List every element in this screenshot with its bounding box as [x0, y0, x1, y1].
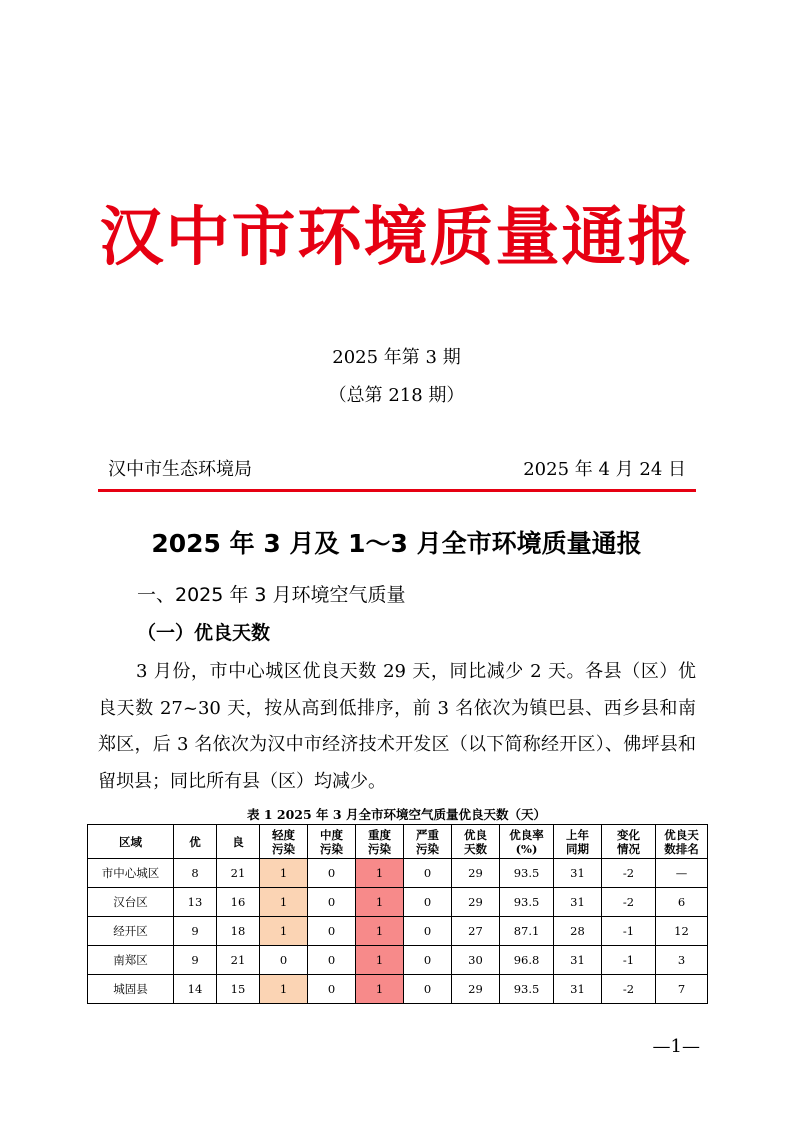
table-cell: 29 [452, 888, 500, 917]
table-cell: 29 [452, 859, 500, 888]
table-cell: 市中心城区 [88, 859, 174, 888]
table-cell: 城固县 [88, 975, 174, 1004]
table-header-cell: 中度 污染 [308, 825, 356, 859]
table-cell: 29 [452, 975, 500, 1004]
table-cell: 8 [174, 859, 217, 888]
red-divider [98, 489, 696, 492]
page-number: —1— [652, 1036, 700, 1057]
table-cell: 93.5 [500, 888, 554, 917]
table-cell: -2 [602, 975, 656, 1004]
table-cell: 0 [404, 975, 452, 1004]
table-header-cell: 优良天 数排名 [656, 825, 708, 859]
table-cell: 28 [554, 917, 602, 946]
subsection-heading: （一）优良天数 [137, 622, 271, 644]
table-cell: 21 [217, 859, 260, 888]
issue-date: 2025 年 4 月 24 日 [523, 459, 686, 480]
table-header-cell: 优良 天数 [452, 825, 500, 859]
masthead-title: 汉中市环境质量通报 [99, 201, 694, 275]
table-row [88, 859, 708, 888]
table-cell: 96.8 [500, 946, 554, 975]
table-cell: 9 [174, 917, 217, 946]
table-cell: 1 [356, 975, 404, 1004]
table-cell: 0 [308, 975, 356, 1004]
table-header-cell: 重度 污染 [356, 825, 404, 859]
table-cell: 0 [260, 946, 308, 975]
table-cell: 15 [217, 975, 260, 1004]
table-cell: 9 [174, 946, 217, 975]
table-cell: 经开区 [88, 917, 174, 946]
table-cell: 1 [356, 917, 404, 946]
table-cell: 16 [217, 888, 260, 917]
table-caption: 表 1 2025 年 3 月全市环境空气质量优良天数（天） [247, 807, 546, 822]
table-cell: 14 [174, 975, 217, 1004]
table-cell: 93.5 [500, 975, 554, 1004]
table-cell: 0 [308, 888, 356, 917]
table-cell: 3 [656, 946, 708, 975]
table-cell: — [656, 859, 708, 888]
table-cell: 27 [452, 917, 500, 946]
table-header-row [88, 825, 708, 859]
table-body [88, 859, 708, 1004]
table-cell: 南郑区 [88, 946, 174, 975]
table-cell: 0 [404, 946, 452, 975]
document-title: 2025 年 3 月及 1～3 月全市环境质量通报 [151, 529, 642, 558]
issue-total-number: （总第 218 期） [328, 385, 465, 406]
body-paragraph: 3 月份，市中心城区优良天数 29 天，同比减少 2 天。各县（区）优良天数 27~30 天，按从高到低排序，前 3 名依次为镇巴县、西乡县和南郑区，后 3 名依次为汉中市经济技术开发区（以下简称经开区）、佛坪县和留坝县；同比所有县（区）均减少。 [98, 661, 696, 792]
table-cell: 18 [217, 917, 260, 946]
issue-number: 2025 年第 3 期 [332, 347, 461, 368]
table-cell: 13 [174, 888, 217, 917]
table-header-cell: 优 [174, 825, 217, 859]
issuer-name: 汉中市生态环境局 [108, 459, 252, 480]
table-cell: 31 [554, 975, 602, 1004]
table-cell: -2 [602, 859, 656, 888]
table-cell: -1 [602, 946, 656, 975]
table-cell: 1 [356, 888, 404, 917]
table-cell: 1 [356, 859, 404, 888]
table-row [88, 946, 708, 975]
table-header-cell: 轻度 污染 [260, 825, 308, 859]
table-cell: 93.5 [500, 859, 554, 888]
table-cell: 汉台区 [88, 888, 174, 917]
table-cell: 12 [656, 917, 708, 946]
table-cell: 1 [260, 917, 308, 946]
table-cell: 31 [554, 859, 602, 888]
table-cell: 1 [260, 975, 308, 1004]
table-header-cell: 区域 [88, 825, 174, 859]
issuer-row [108, 455, 686, 483]
table-cell: -2 [602, 888, 656, 917]
table-cell: 21 [217, 946, 260, 975]
table-row [88, 917, 708, 946]
section-heading: 一、2025 年 3 月环境空气质量 [137, 584, 406, 606]
table-cell: 7 [656, 975, 708, 1004]
table-header-cell: 严重 污染 [404, 825, 452, 859]
table-row [88, 888, 708, 917]
table-header-cell: 变化 情况 [602, 825, 656, 859]
table-row [88, 975, 708, 1004]
table-header-cell: 良 [217, 825, 260, 859]
table-header-cell: 上年 同期 [554, 825, 602, 859]
table-cell: 87.1 [500, 917, 554, 946]
table-cell: 1 [260, 859, 308, 888]
table-cell: -1 [602, 917, 656, 946]
air-quality-table [87, 824, 708, 1004]
table-cell: 1 [356, 946, 404, 975]
table-cell: 0 [308, 917, 356, 946]
table-header-cell: 优良率 (%) [500, 825, 554, 859]
table-cell: 0 [308, 946, 356, 975]
table-cell: 0 [308, 859, 356, 888]
table-cell: 30 [452, 946, 500, 975]
table-cell: 0 [404, 917, 452, 946]
table-cell: 6 [656, 888, 708, 917]
table-cell: 0 [404, 859, 452, 888]
table-cell: 31 [554, 946, 602, 975]
table-cell: 0 [404, 888, 452, 917]
table-cell: 31 [554, 888, 602, 917]
table-cell: 1 [260, 888, 308, 917]
